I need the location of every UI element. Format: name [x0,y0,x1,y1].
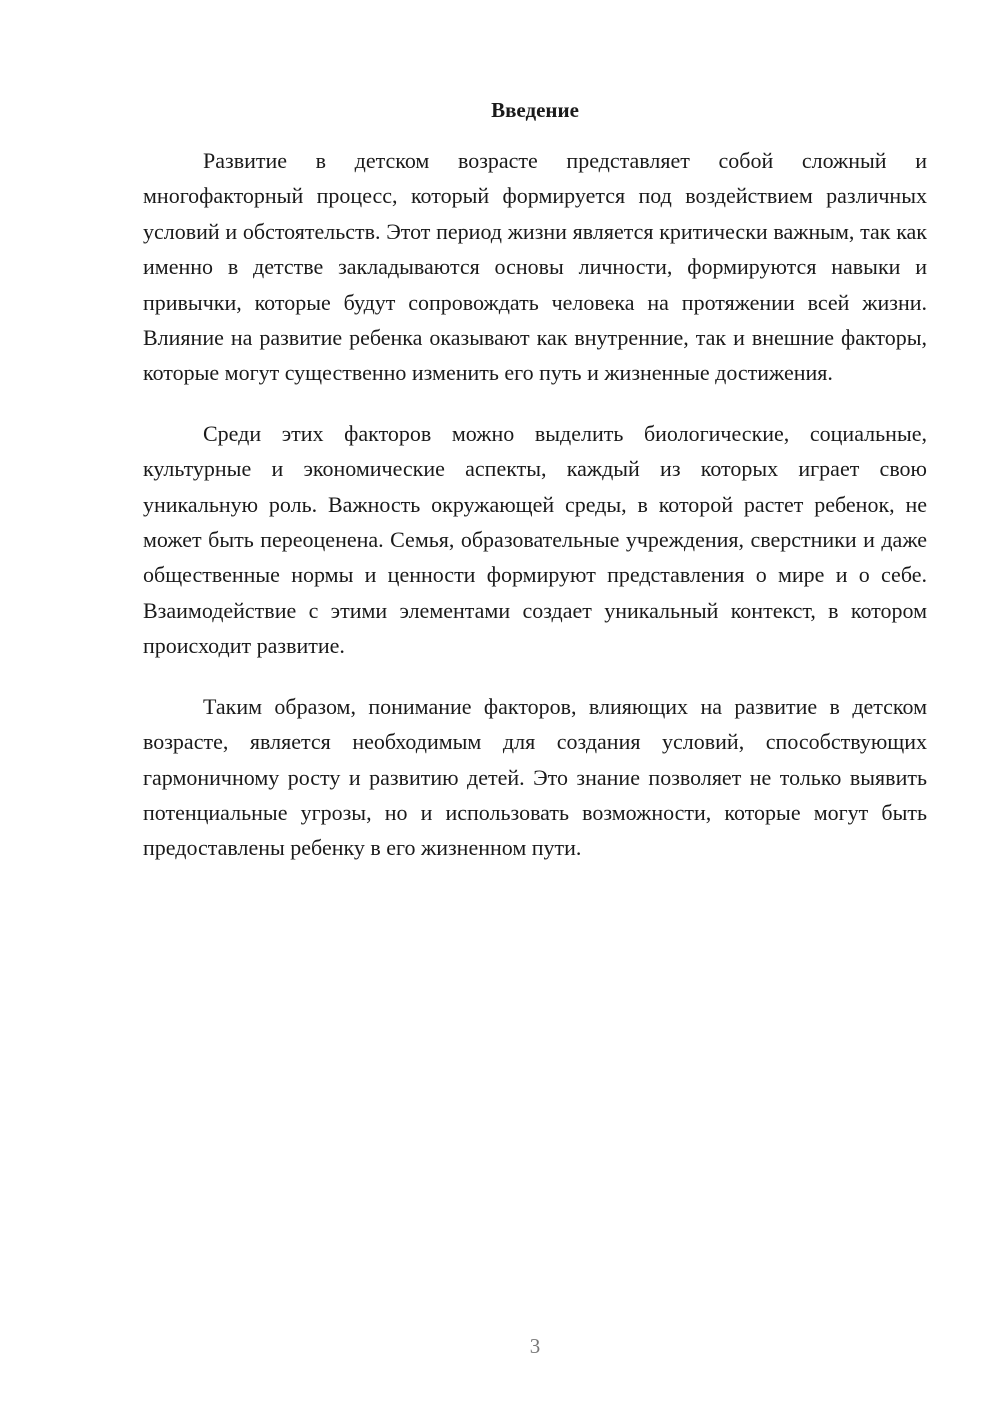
document-body [143,143,927,891]
paragraph-1: Развитие в детском возрасте представляет собой сложный и многофакторный процесс, который формируется под воздействием различных условий и обстоятельств. Этот период жизни является критически важным, так как именно в детстве закладываются основы личности, формируются навыки и привычки, которые будут сопровождать человека на протяжении всей жизни. Влияние на развитие ребенка оказывают как внутренние, так и внешние факторы, которые могут существенно изменить его путь и жизненные достижения. [143,148,927,386]
paragraph-2: Среди этих факторов можно выделить биологические, социальные, культурные и экономические аспекты, каждый из которых играет свою уникальную роль. Важность окружающей среды, в которой растет ребенок, не может быть переоценена. Семья, образовательные учреждения, сверстники и даже общественные нормы и ценности формируют представления о мире и о себе. Взаимодействие с этими элементами создает уникальный контекст, в котором происходит развитие. [143,420,927,659]
paragraph-3: Таким образом, понимание факторов, влияющих на развитие в детском возрасте, является необходимым для создания условий, способствующих гармоничному росту и развитию детей. Это знание позволяет не только выявить потенциальные угрозы, но и использовать возможности, которые могут быть предоставлены ребенку в его жизненном пути. [143,693,927,861]
page-number: 3 [529,1334,541,1358]
section-heading: Введение [491,98,579,122]
